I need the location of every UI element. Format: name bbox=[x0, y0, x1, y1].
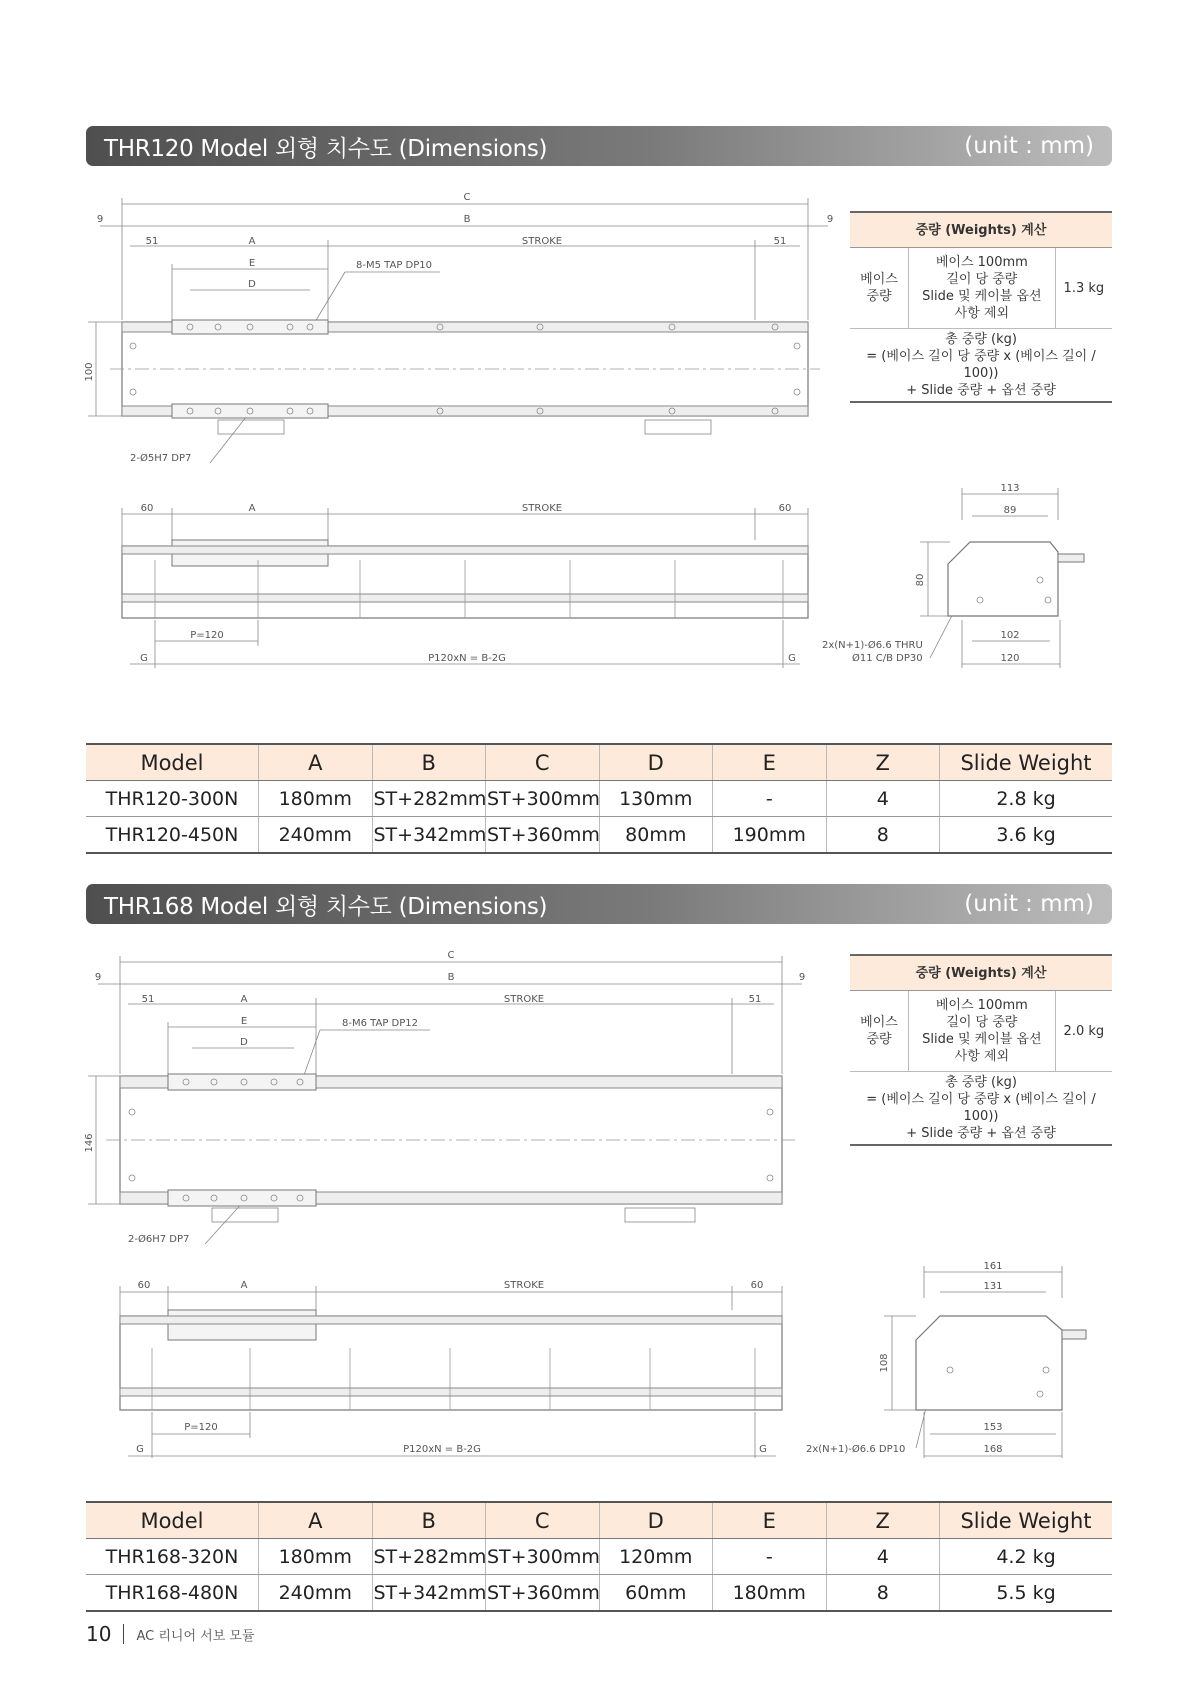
cell: 5.5 kg bbox=[940, 1575, 1113, 1612]
footer-divider bbox=[123, 1624, 124, 1644]
col-header: A bbox=[259, 1502, 373, 1539]
end-width-inner: 131 bbox=[983, 1281, 1003, 1292]
table-header-row bbox=[86, 744, 1112, 781]
table-row bbox=[86, 1575, 1112, 1612]
col-header: A bbox=[259, 744, 373, 781]
weight-formula bbox=[850, 329, 1112, 403]
col-header: B bbox=[372, 1502, 486, 1539]
base-weight-value: 2.0 kg bbox=[1055, 991, 1112, 1072]
weights-header: 중량 (Weights) 계산 bbox=[850, 212, 1112, 248]
pn-formula: P120xN = B-2G bbox=[428, 653, 506, 664]
base-weight-label: 베이스 중량 bbox=[850, 991, 909, 1072]
desc-line: Slide 및 케이블 옵션 bbox=[922, 1032, 1042, 1047]
cell: 8 bbox=[826, 817, 940, 854]
cell: 240mm bbox=[259, 1575, 373, 1612]
col-header: Z bbox=[826, 1502, 940, 1539]
dim-9-left: 9 bbox=[96, 214, 104, 225]
cell: ST+360mm bbox=[486, 1575, 600, 1612]
unit-label: (unit : mm) bbox=[964, 891, 1094, 917]
cell: 120mm bbox=[599, 1539, 713, 1575]
end-width-outer: 113 bbox=[1000, 483, 1020, 494]
cell: ST+360mm bbox=[486, 817, 600, 854]
cell: - bbox=[713, 781, 827, 817]
thru-note-1: 2x(N+1)-Ø6.6 DP10 bbox=[806, 1444, 906, 1455]
thru-note-2: Ø11 C/B DP30 bbox=[852, 653, 923, 664]
formula-line: 총 중량 (kg) bbox=[945, 1075, 1017, 1090]
dim-e: E bbox=[248, 258, 256, 269]
desc-line: 길이 당 중량 bbox=[946, 272, 1018, 287]
side-60-left: 60 bbox=[140, 503, 154, 514]
dim-51-left: 51 bbox=[141, 994, 155, 1005]
unit-label: (unit : mm) bbox=[964, 133, 1094, 159]
table-header-row bbox=[86, 1502, 1112, 1539]
weights-table bbox=[850, 211, 1112, 403]
col-header: C bbox=[486, 1502, 600, 1539]
end-width-inner: 89 bbox=[1003, 505, 1017, 516]
desc-line: 베이스 100mm bbox=[935, 255, 1028, 270]
g-left: G bbox=[140, 653, 148, 664]
desc-line: 길이 당 중량 bbox=[946, 1015, 1018, 1030]
section-title: THR168 Model 외형 치수도 (Dimensions) bbox=[104, 893, 548, 920]
cell: ST+300mm bbox=[486, 1539, 600, 1575]
g-left: G bbox=[136, 1444, 144, 1455]
side-a: A bbox=[248, 503, 256, 514]
side-60-right: 60 bbox=[750, 1280, 764, 1291]
cell: - bbox=[713, 1539, 827, 1575]
cell: 240mm bbox=[259, 817, 373, 854]
cell: ST+282mm bbox=[372, 1539, 486, 1575]
base-weight-value: 1.3 kg bbox=[1055, 248, 1112, 329]
dim-d: D bbox=[240, 1037, 248, 1048]
dim-b: B bbox=[463, 214, 471, 225]
weights-table bbox=[850, 954, 1112, 1146]
page-number: 10 bbox=[86, 1622, 112, 1646]
end-base-outer: 120 bbox=[1000, 653, 1020, 664]
formula-line: + Slide 중량 + 옵션 중량 bbox=[906, 383, 1056, 398]
col-header: B bbox=[372, 744, 486, 781]
page-footer bbox=[86, 1622, 255, 1646]
formula-line: + Slide 중량 + 옵션 중량 bbox=[906, 1126, 1056, 1141]
dim-stroke: STROKE bbox=[521, 236, 563, 247]
dim-9-right: 9 bbox=[826, 214, 834, 225]
desc-line: 사항 제외 bbox=[954, 1049, 1010, 1064]
model-table bbox=[86, 743, 1112, 854]
pin-note: 2-Ø5H7 DP7 bbox=[130, 453, 192, 464]
dim-d: D bbox=[248, 279, 256, 290]
dim-51-right: 51 bbox=[773, 236, 787, 247]
dim-9-left: 9 bbox=[94, 972, 102, 983]
cell: 3.6 kg bbox=[940, 817, 1113, 854]
pitch-label: P=120 bbox=[184, 1422, 218, 1433]
col-header: C bbox=[486, 744, 600, 781]
pin-note: 2-Ø6H7 DP7 bbox=[128, 1234, 190, 1245]
end-height: 108 bbox=[879, 1353, 890, 1373]
cell: THR120-300N bbox=[86, 781, 259, 817]
weight-formula bbox=[850, 1072, 1112, 1146]
col-header: E bbox=[713, 744, 827, 781]
base-weight-desc bbox=[909, 248, 1056, 329]
dim-e: E bbox=[240, 1016, 248, 1027]
cell: 4.2 kg bbox=[940, 1539, 1113, 1575]
cell: 60mm bbox=[599, 1575, 713, 1612]
side-60-left: 60 bbox=[137, 1280, 151, 1291]
dim-height: 146 bbox=[84, 1133, 95, 1153]
dim-c: C bbox=[463, 192, 471, 203]
desc-line: Slide 및 케이블 옵션 bbox=[922, 289, 1042, 304]
side-60-right: 60 bbox=[778, 503, 792, 514]
col-header: D bbox=[599, 744, 713, 781]
table-row bbox=[86, 781, 1112, 817]
dim-51-left: 51 bbox=[145, 236, 159, 247]
pitch-label: P=120 bbox=[190, 630, 224, 641]
dim-c: C bbox=[447, 950, 455, 961]
end-base-inner: 153 bbox=[983, 1422, 1003, 1433]
formula-line: = (베이스 길이 당 중량 x (베이스 길이 / 100)) bbox=[866, 349, 1096, 381]
base-weight-label: 베이스 중량 bbox=[850, 248, 909, 329]
cell: ST+342mm bbox=[372, 817, 486, 854]
end-width-outer: 161 bbox=[983, 1261, 1003, 1272]
side-a: A bbox=[240, 1280, 248, 1291]
cell: 180mm bbox=[259, 1539, 373, 1575]
col-header: E bbox=[713, 1502, 827, 1539]
table-row bbox=[86, 1539, 1112, 1575]
col-header: Model bbox=[86, 744, 259, 781]
desc-line: 베이스 100mm bbox=[935, 998, 1028, 1013]
cell: 180mm bbox=[713, 1575, 827, 1612]
side-stroke: STROKE bbox=[521, 503, 563, 514]
dim-b: B bbox=[447, 972, 455, 983]
dim-a: A bbox=[248, 236, 256, 247]
cell: ST+342mm bbox=[372, 1575, 486, 1612]
cell: 2.8 kg bbox=[940, 781, 1113, 817]
dim-height: 100 bbox=[84, 362, 95, 382]
g-right: G bbox=[788, 653, 796, 664]
cell: 190mm bbox=[713, 817, 827, 854]
section-title-banner bbox=[86, 884, 1112, 924]
tap-note: 8-M6 TAP DP12 bbox=[342, 1018, 418, 1029]
formula-line: 총 중량 (kg) bbox=[945, 332, 1017, 347]
cell: 8 bbox=[826, 1575, 940, 1612]
col-header: Slide Weight bbox=[940, 744, 1113, 781]
end-base-outer: 168 bbox=[983, 1444, 1003, 1455]
end-base-inner: 102 bbox=[1000, 630, 1020, 641]
table-row bbox=[86, 817, 1112, 854]
thru-note-1: 2x(N+1)-Ø6.6 THRU bbox=[822, 640, 923, 651]
tap-note: 8-M5 TAP DP10 bbox=[356, 260, 432, 271]
cell: 180mm bbox=[259, 781, 373, 817]
desc-line: 사항 제외 bbox=[954, 306, 1010, 321]
cell: 4 bbox=[826, 781, 940, 817]
footer-text: AC 리니어 서보 모듈 bbox=[136, 1628, 255, 1644]
base-weight-desc bbox=[909, 991, 1056, 1072]
cell: 130mm bbox=[599, 781, 713, 817]
cell: THR168-480N bbox=[86, 1575, 259, 1612]
cell: 4 bbox=[826, 1539, 940, 1575]
weights-header: 중량 (Weights) 계산 bbox=[850, 955, 1112, 991]
section-title-banner bbox=[86, 126, 1112, 166]
col-header: D bbox=[599, 1502, 713, 1539]
dim-51-right: 51 bbox=[748, 994, 762, 1005]
col-header: Slide Weight bbox=[940, 1502, 1113, 1539]
cell: ST+300mm bbox=[486, 781, 600, 817]
formula-line: = (베이스 길이 당 중량 x (베이스 길이 / 100)) bbox=[866, 1092, 1096, 1124]
dim-9-right: 9 bbox=[798, 972, 806, 983]
col-header: Z bbox=[826, 744, 940, 781]
dim-a: A bbox=[240, 994, 248, 1005]
cell: THR168-320N bbox=[86, 1539, 259, 1575]
section-title: THR120 Model 외형 치수도 (Dimensions) bbox=[104, 135, 548, 162]
cell: ST+282mm bbox=[372, 781, 486, 817]
cell: 80mm bbox=[599, 817, 713, 854]
side-stroke: STROKE bbox=[503, 1280, 545, 1291]
col-header: Model bbox=[86, 1502, 259, 1539]
end-height: 80 bbox=[915, 573, 926, 587]
pn-formula: P120xN = B-2G bbox=[403, 1444, 481, 1455]
cell: THR120-450N bbox=[86, 817, 259, 854]
dim-stroke: STROKE bbox=[503, 994, 545, 1005]
model-table bbox=[86, 1501, 1112, 1612]
g-right: G bbox=[759, 1444, 767, 1455]
